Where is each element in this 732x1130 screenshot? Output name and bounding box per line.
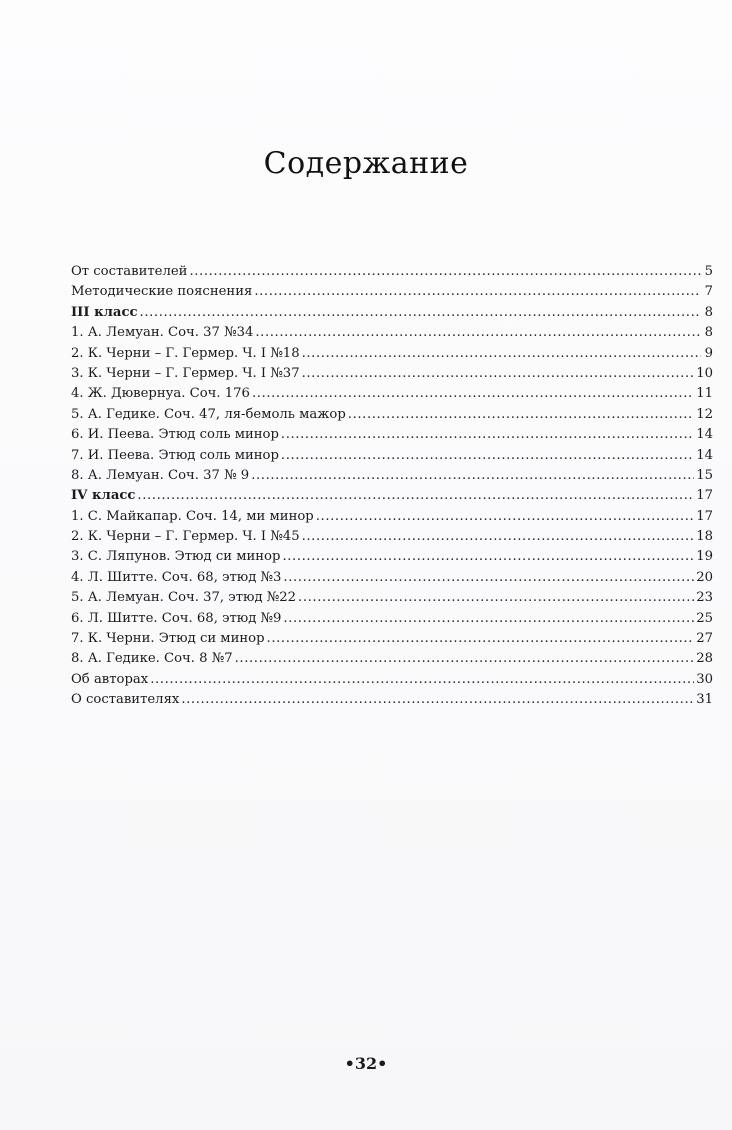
toc-entry-page: 27 bbox=[696, 631, 713, 647]
toc-entry bbox=[71, 466, 713, 486]
dot-leader bbox=[302, 364, 695, 384]
toc-entry bbox=[71, 649, 713, 669]
toc-entry-label: 2. К. Черни – Г. Гермер. Ч. I №18 bbox=[71, 345, 300, 361]
toc-entry-page: 12 bbox=[696, 406, 713, 422]
toc-entry bbox=[71, 364, 713, 384]
toc-entry bbox=[71, 323, 713, 343]
toc-entry-page: 11 bbox=[696, 386, 713, 402]
toc-entry-label: 5. А. Лемуан. Соч. 37, этюд №22 bbox=[71, 590, 297, 606]
toc-entry bbox=[71, 670, 713, 690]
toc-entry-page: 28 bbox=[696, 651, 713, 667]
toc-entry-page: 23 bbox=[696, 590, 713, 606]
toc-entry bbox=[71, 486, 713, 506]
toc-entry-page: 5 bbox=[704, 264, 713, 279]
toc-entry-label: IV класс bbox=[71, 488, 136, 504]
table-of-contents bbox=[71, 262, 713, 711]
toc-entry-label: Об авторах bbox=[71, 671, 149, 687]
dot-leader bbox=[140, 303, 701, 323]
toc-entry bbox=[71, 425, 713, 445]
dot-leader bbox=[281, 425, 694, 445]
toc-entry-page: 30 bbox=[696, 671, 713, 687]
toc-entry-label: 8. А. Лемуан. Соч. 37 № 9 bbox=[71, 467, 250, 483]
toc-entry-label: 7. К. Черни. Этюд си минор bbox=[71, 631, 265, 647]
toc-entry-label: 3. К. Черни – Г. Гермер. Ч. I №37 bbox=[71, 365, 300, 381]
dot-leader bbox=[283, 568, 694, 588]
toc-entry-page: 8 bbox=[704, 325, 713, 341]
toc-entry bbox=[71, 344, 713, 364]
toc-entry bbox=[71, 282, 713, 302]
toc-entry bbox=[71, 547, 713, 567]
toc-entry bbox=[71, 507, 713, 527]
toc-entry bbox=[71, 262, 713, 282]
toc-entry-label: 8. А. Гедике. Соч. 8 №7 bbox=[71, 651, 233, 667]
dot-leader bbox=[282, 547, 694, 567]
dot-leader bbox=[235, 649, 695, 669]
dot-leader bbox=[281, 446, 694, 466]
dot-leader bbox=[283, 609, 694, 629]
dot-leader bbox=[189, 262, 701, 282]
toc-entry-label: 7. И. Пеева. Этюд соль минор bbox=[71, 447, 279, 463]
toc-entry-label: 5. А. Гедике. Соч. 47, ля-бемоль мажор bbox=[71, 406, 346, 422]
toc-entry-page: 7 bbox=[704, 284, 713, 300]
toc-entry-label: Методические пояснения bbox=[71, 284, 253, 300]
page-title: Содержание bbox=[263, 146, 469, 181]
toc-entry-label: 2. К. Черни – Г. Гермер. Ч. I №45 bbox=[71, 529, 300, 545]
toc-entry-page: 20 bbox=[696, 569, 713, 585]
toc-entry-page: 17 bbox=[696, 508, 713, 524]
toc-entry bbox=[71, 690, 713, 710]
toc-entry-page: 15 bbox=[696, 467, 713, 483]
toc-entry bbox=[71, 609, 713, 629]
toc-entry-page: 10 bbox=[696, 365, 713, 381]
toc-entry bbox=[71, 527, 713, 547]
toc-entry bbox=[71, 384, 713, 404]
toc-entry-page: 25 bbox=[696, 610, 713, 626]
toc-entry bbox=[71, 303, 713, 323]
dot-leader bbox=[254, 282, 701, 302]
dot-leader bbox=[302, 344, 701, 364]
toc-entry-label: 6. И. Пеева. Этюд соль минор bbox=[71, 427, 279, 443]
toc-entry-page: 8 bbox=[704, 304, 713, 320]
toc-entry bbox=[71, 568, 713, 588]
toc-entry-page: 18 bbox=[696, 529, 713, 545]
toc-entry-label: 4. Ж. Дювернуа. Соч. 176 bbox=[71, 386, 250, 402]
page-number: •32• bbox=[344, 1054, 388, 1073]
toc-entry-label: 3. С. Ляпунов. Этюд си минор bbox=[71, 549, 281, 565]
dot-leader bbox=[348, 405, 694, 425]
dot-leader bbox=[267, 629, 695, 649]
dot-leader bbox=[255, 323, 701, 343]
dot-leader bbox=[251, 466, 694, 486]
toc-entry-page: 19 bbox=[696, 549, 713, 565]
dot-leader bbox=[302, 527, 695, 547]
dot-leader bbox=[150, 670, 694, 690]
toc-entry-label: О составителях bbox=[71, 692, 180, 708]
toc-entry-page: 14 bbox=[696, 447, 713, 463]
toc-entry bbox=[71, 405, 713, 425]
toc-entry-label: 6. Л. Шитте. Соч. 68, этюд №9 bbox=[71, 610, 282, 626]
toc-entry-page: 9 bbox=[704, 345, 713, 361]
toc-entry-label: 4. Л. Шитте. Соч. 68, этюд №3 bbox=[71, 569, 282, 585]
dot-leader bbox=[181, 690, 694, 710]
toc-entry bbox=[71, 446, 713, 466]
dot-leader bbox=[298, 588, 694, 608]
toc-entry-label: 1. А. Лемуан. Соч. 37 №34 bbox=[71, 325, 254, 341]
toc-entry-page: 31 bbox=[696, 692, 713, 708]
dot-leader bbox=[137, 486, 694, 506]
toc-entry bbox=[71, 588, 713, 608]
toc-entry bbox=[71, 629, 713, 649]
toc-entry-page: 17 bbox=[696, 488, 713, 504]
toc-entry-page: 14 bbox=[696, 427, 713, 443]
dot-leader bbox=[252, 384, 694, 404]
toc-entry-label: От составителей bbox=[71, 264, 188, 279]
dot-leader bbox=[316, 507, 694, 527]
toc-entry-label: III класс bbox=[71, 304, 138, 320]
toc-entry-label: 1. С. Майкапар. Соч. 14, ми минор bbox=[71, 508, 314, 524]
